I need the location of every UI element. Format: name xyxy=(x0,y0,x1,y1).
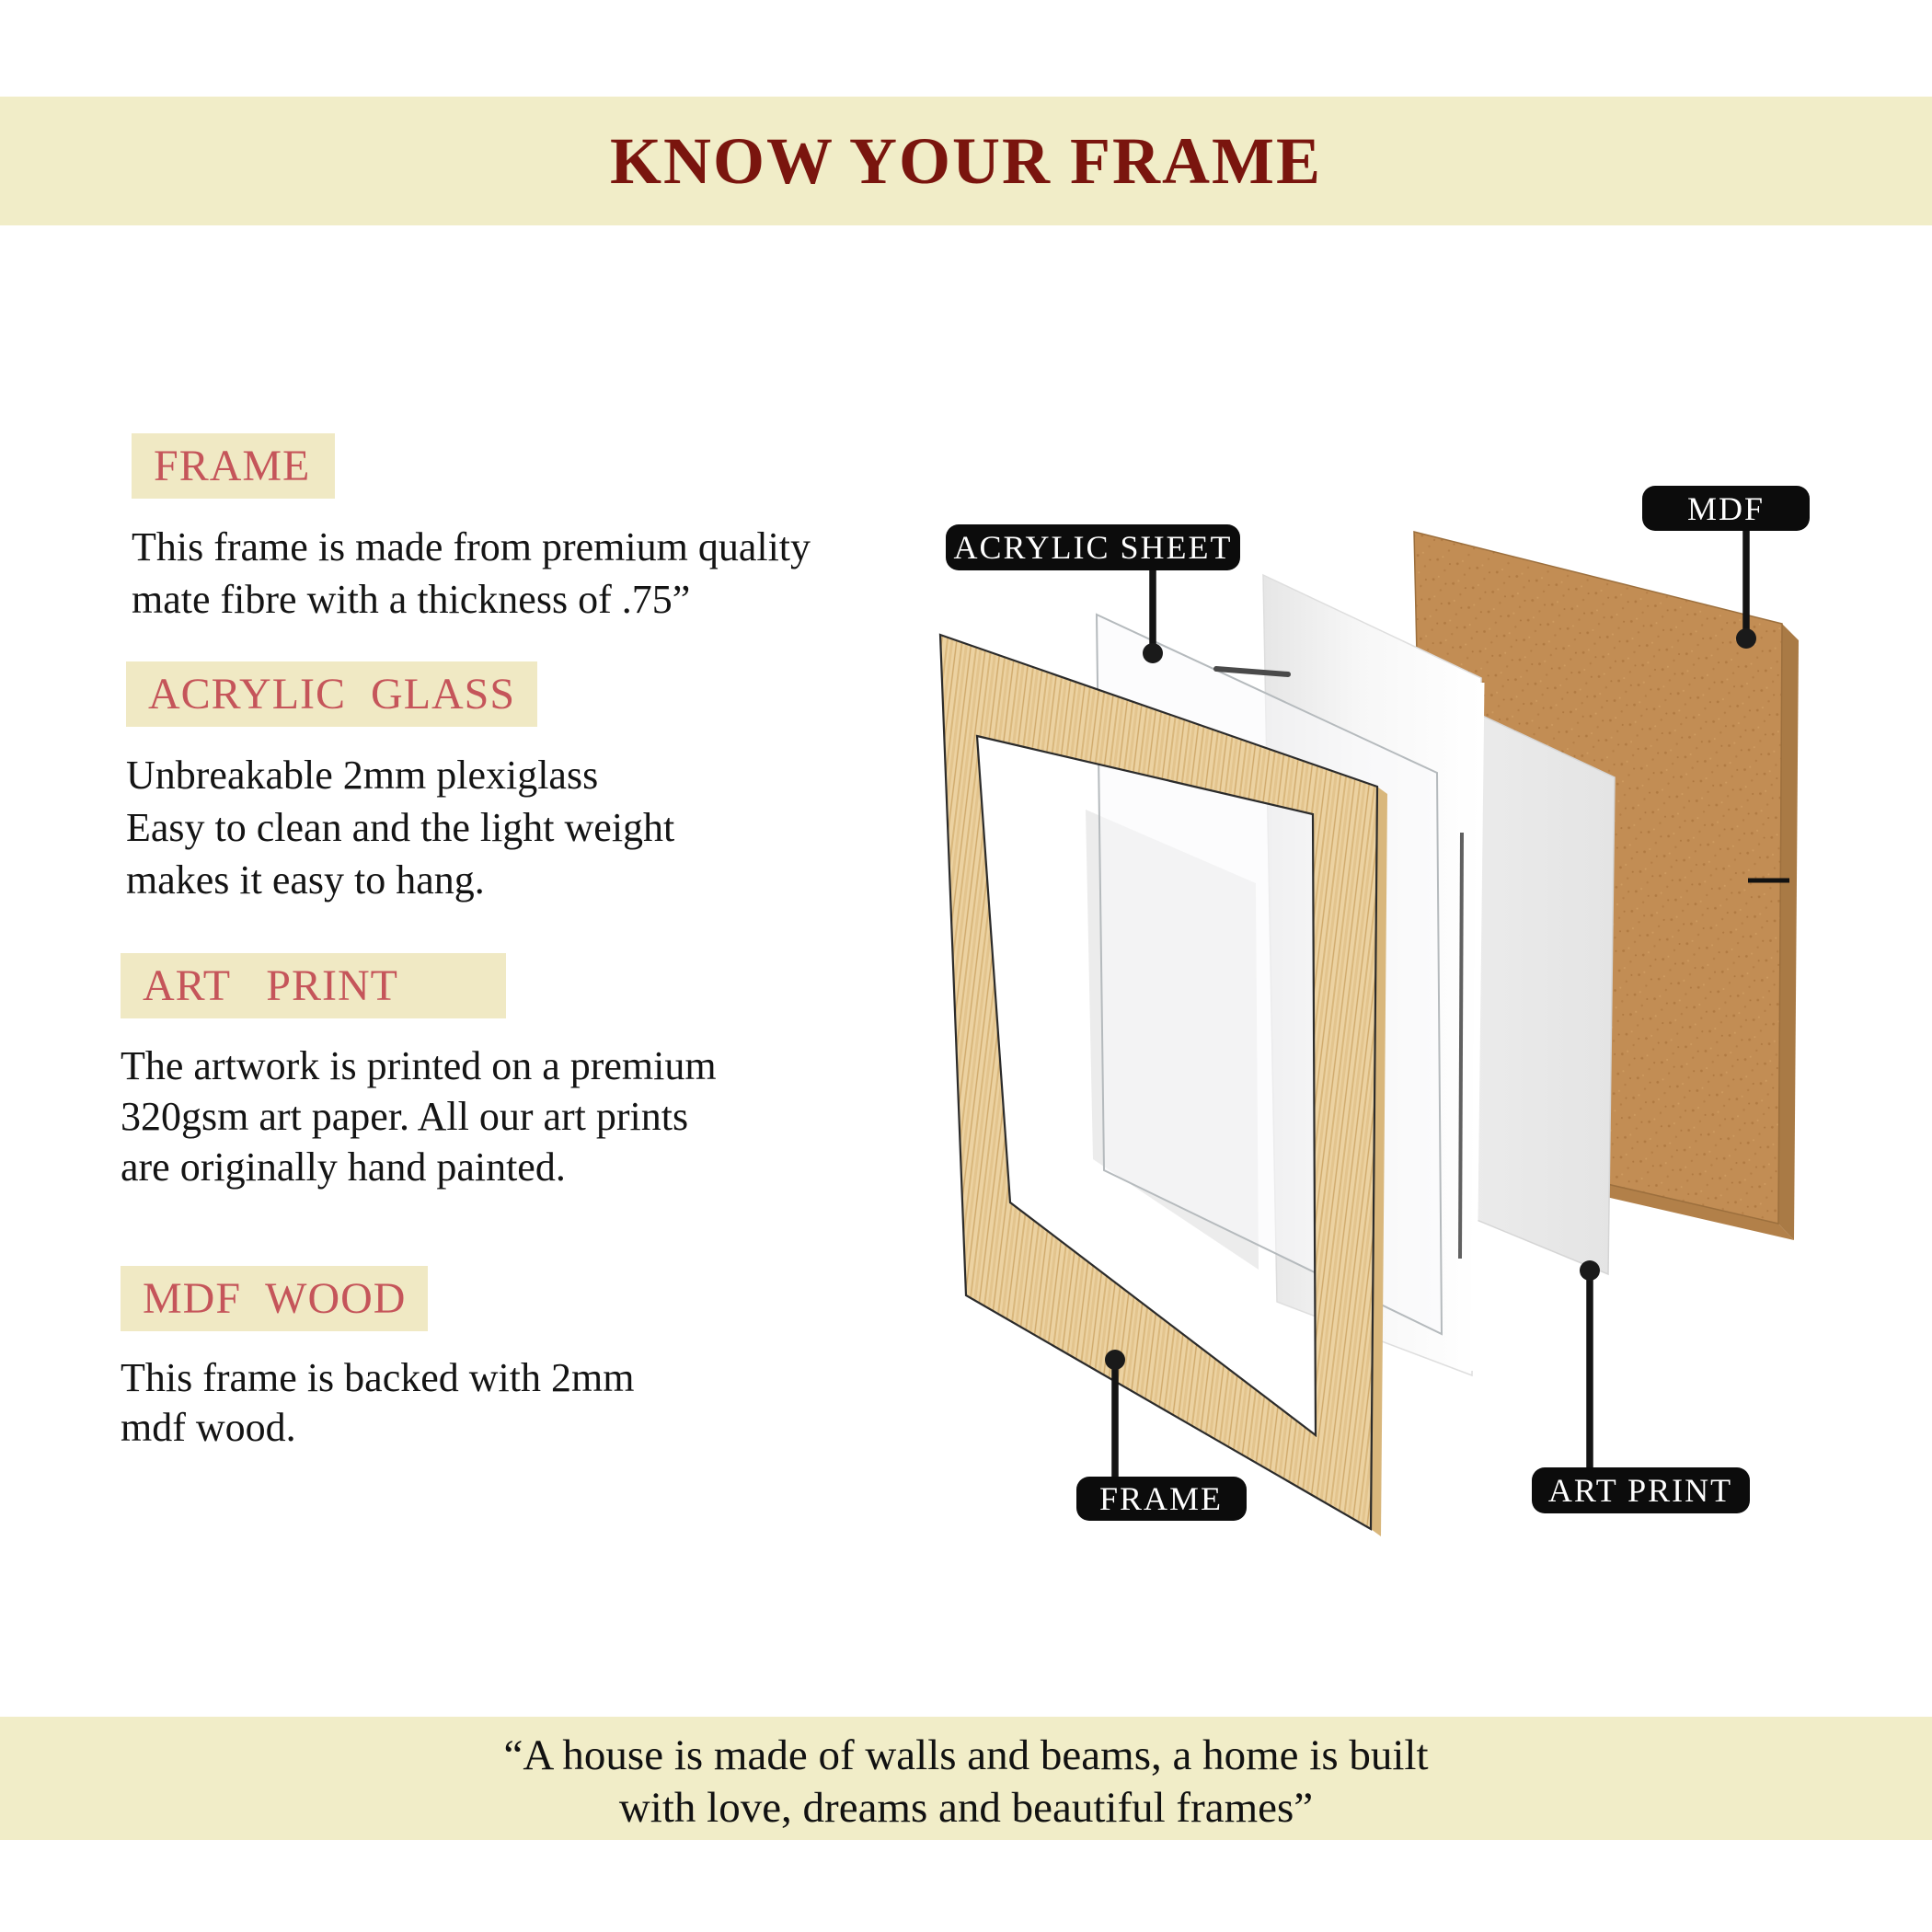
frame-dot xyxy=(1105,1350,1125,1370)
section-frame xyxy=(132,433,811,626)
section-body-art-print xyxy=(121,1041,717,1192)
badge-frame-label: FRAME xyxy=(1098,1480,1224,1517)
body-line: The artwork is printed on a premium xyxy=(121,1043,717,1088)
body-line: Easy to clean and the light weight xyxy=(126,805,675,850)
section-body-frame xyxy=(132,521,811,626)
badge-art-print-label: ART PRINT xyxy=(1547,1472,1733,1509)
body-line: This frame is backed with 2mm xyxy=(121,1355,635,1400)
sheet-edge-shadow xyxy=(1460,833,1462,1259)
section-heading-frame: FRAME xyxy=(132,433,335,499)
badge-art-print xyxy=(1532,1467,1750,1513)
quote-line-2: with love, dreams and beautiful frames” xyxy=(618,1784,1314,1832)
header-band xyxy=(0,97,1932,225)
body-line: 320gsm art paper. All our art prints xyxy=(121,1094,689,1139)
badge-mdf-label: MDF xyxy=(1686,490,1765,527)
body-line: mate fibre with a thickness of .75” xyxy=(132,577,691,622)
section-heading-mdf-wood: MDF WOOD xyxy=(121,1266,428,1331)
mdf-dot xyxy=(1736,628,1756,649)
page-title: KNOW YOUR FRAME xyxy=(610,124,1322,198)
art-print-dot xyxy=(1580,1260,1600,1281)
body-line: mdf wood. xyxy=(121,1405,296,1450)
badge-mdf xyxy=(1642,486,1810,531)
section-mdf-wood xyxy=(121,1266,634,1453)
body-line: are originally hand painted. xyxy=(121,1144,566,1190)
acrylic-dot xyxy=(1143,643,1163,663)
section-body-acrylic-glass xyxy=(126,749,674,906)
badge-acrylic-sheet-label: ACRYLIC SHEET xyxy=(953,529,1233,566)
body-line: This frame is made from premium quality xyxy=(132,524,811,569)
quote-band xyxy=(0,1717,1932,1840)
badge-acrylic-sheet xyxy=(946,524,1240,570)
badge-frame xyxy=(1076,1477,1247,1521)
body-line: Unbreakable 2mm plexiglass xyxy=(126,753,599,798)
section-heading-art-print: ART PRINT xyxy=(121,953,506,1018)
section-heading-acrylic-glass: ACRYLIC GLASS xyxy=(126,661,537,727)
exploded-frame-diagram xyxy=(920,474,1831,1546)
body-line: makes it easy to hang. xyxy=(126,857,485,903)
section-body-mdf-wood xyxy=(121,1353,634,1453)
quote-line-1: “A house is made of walls and beams, a home is built xyxy=(503,1731,1429,1779)
section-art-print xyxy=(121,953,717,1192)
section-acrylic-glass xyxy=(126,661,674,906)
